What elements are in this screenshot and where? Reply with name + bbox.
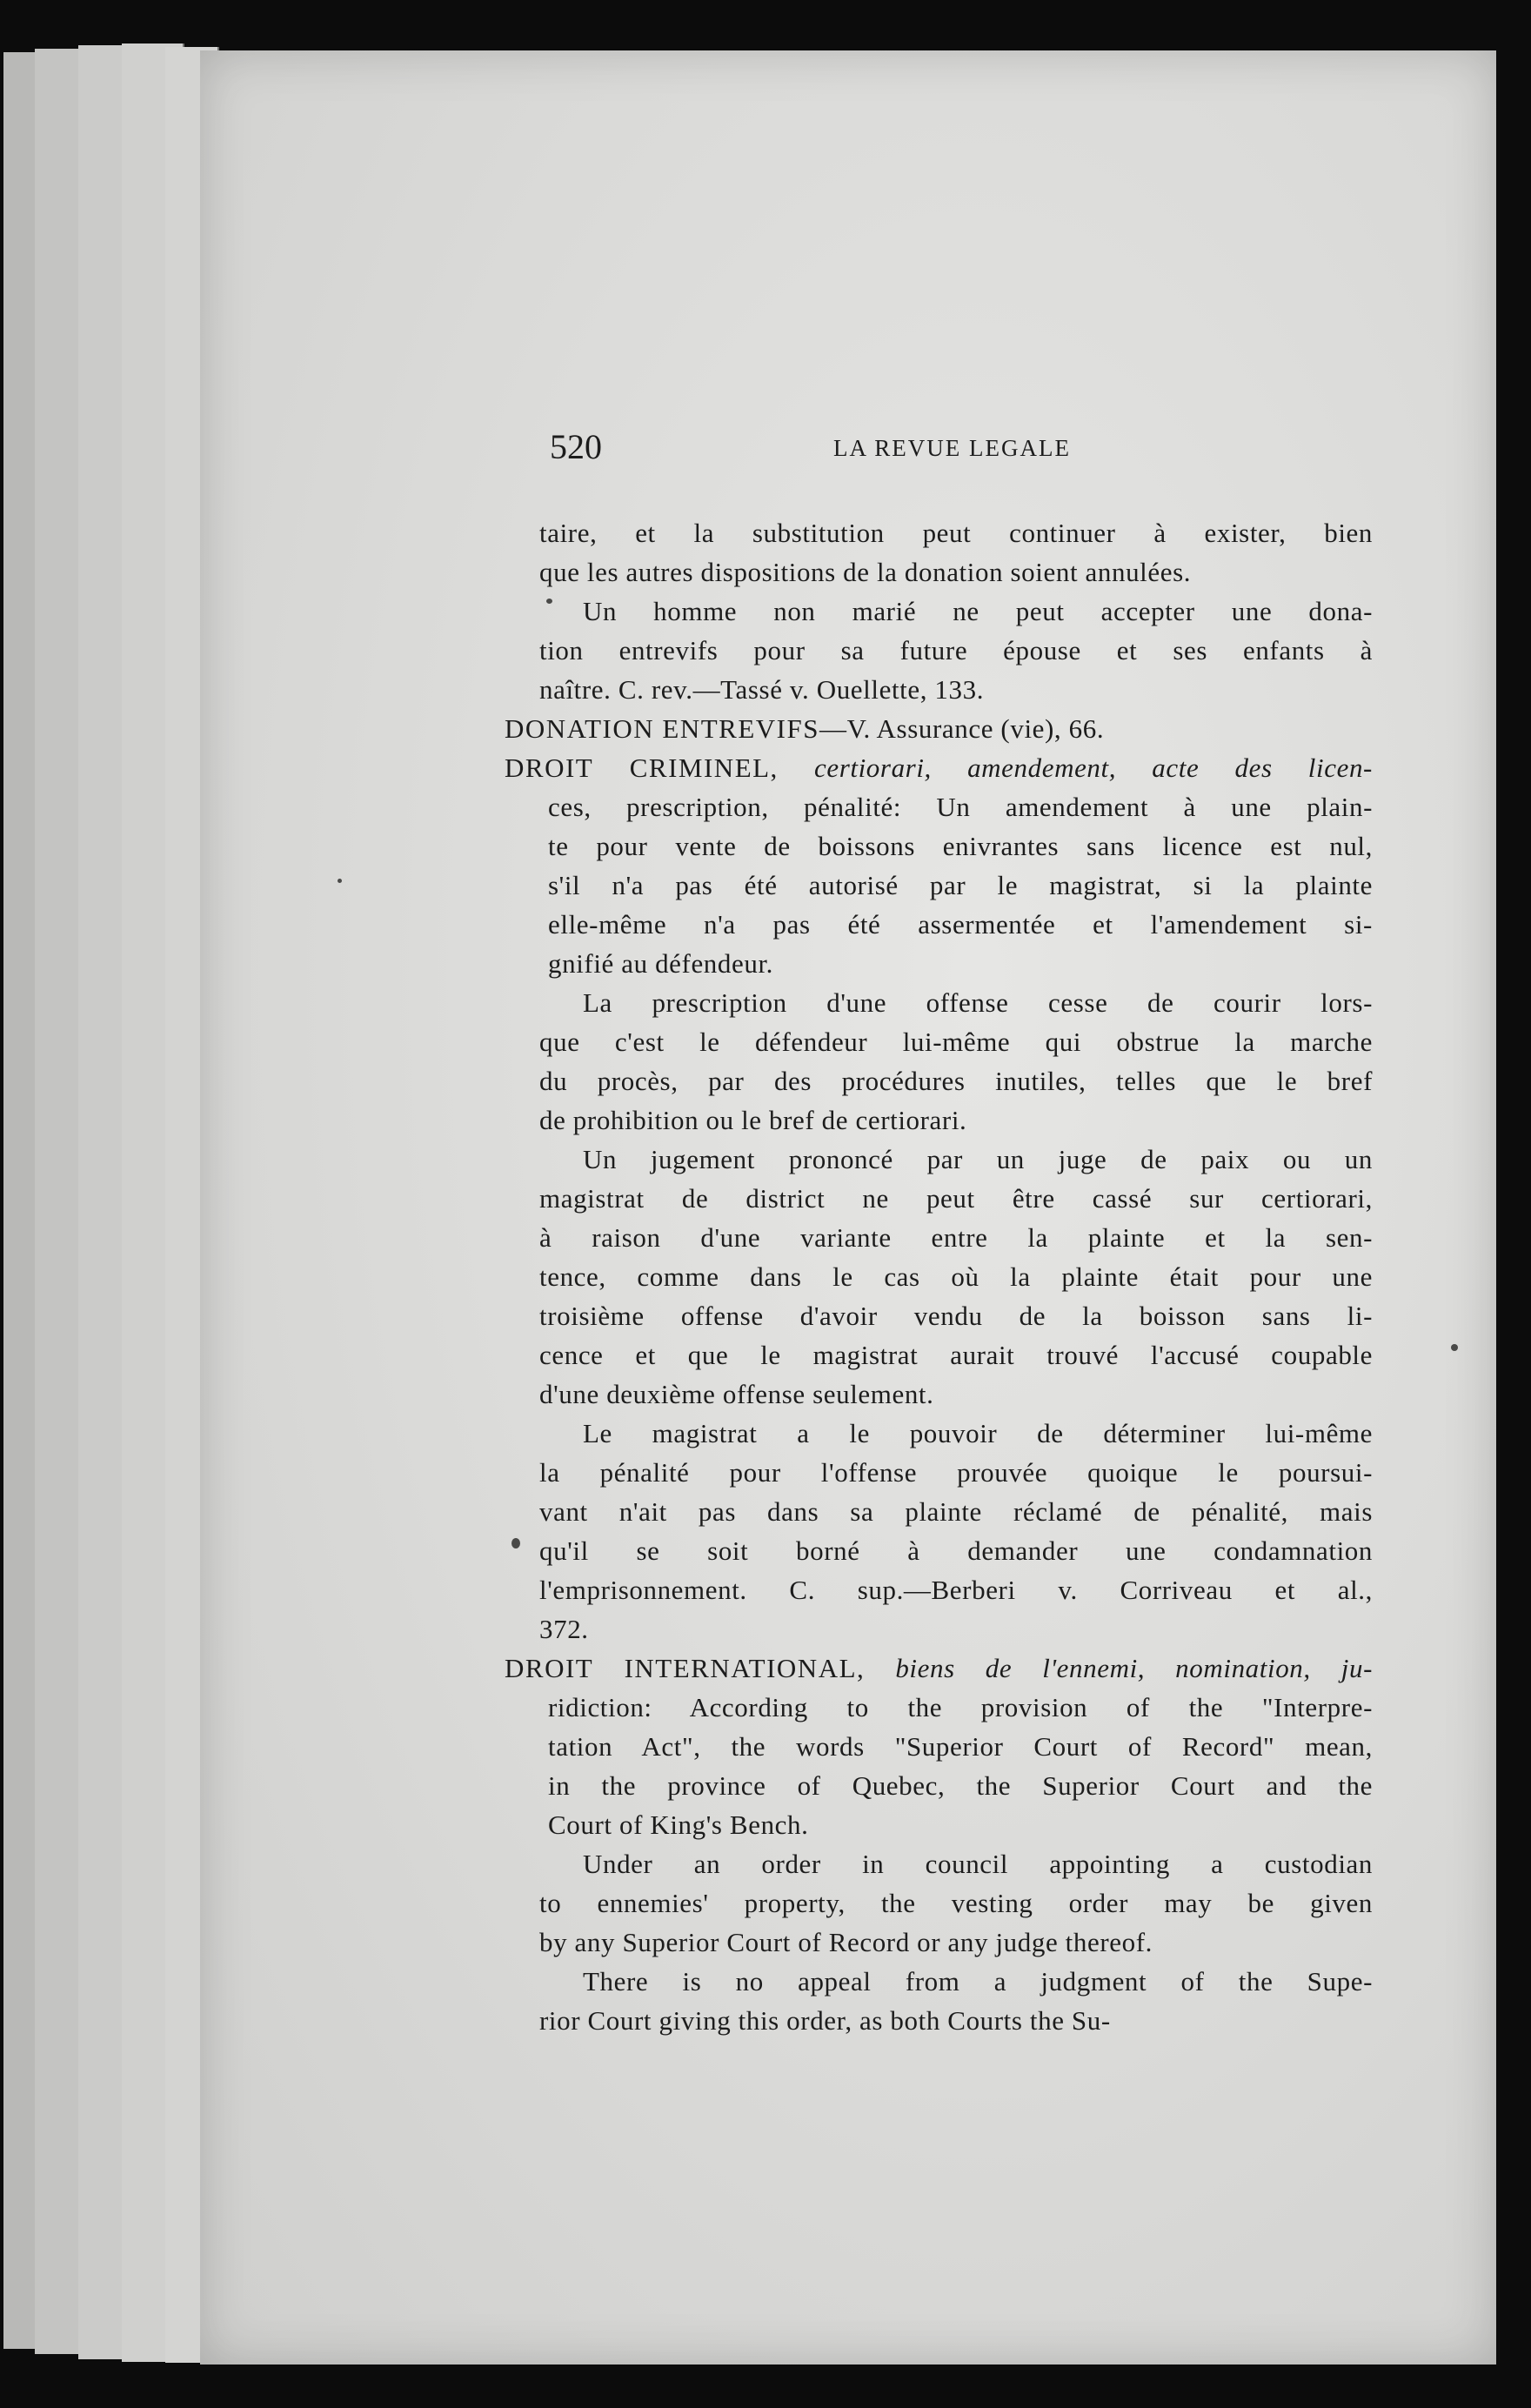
text-line: d'une deuxième offense seulement. [539, 1379, 934, 1409]
dust-speck [511, 1538, 520, 1548]
entry-heading: DONATION ENTREVIFS [505, 713, 819, 744]
paragraph [539, 1414, 1373, 1649]
index-entry [505, 1649, 1373, 1844]
text-line: vant n'ait pas dans sa plainte réclamé de pénalité, mais [539, 1496, 1373, 1527]
text-line: te pour vente de boissons enivrantes sans licence est nul, [548, 831, 1373, 861]
text-line [505, 1649, 1373, 1688]
text-line: s'il n'a pas été autorisé par le magistrat, si la plainte [548, 870, 1373, 900]
text-line: de prohibition ou le bref de certiorari. [539, 1105, 967, 1135]
index-body [505, 513, 1373, 2040]
text-line [505, 709, 1373, 748]
text-line: tion entrevifs pour sa future épouse et ses enfants à [539, 635, 1373, 666]
dust-speck [1451, 1344, 1458, 1351]
index-entry [505, 748, 1373, 983]
cross-reference-entry [505, 709, 1373, 748]
paragraph [539, 1140, 1373, 1414]
running-title: LA REVUE LEGALE [833, 435, 1071, 461]
continued-paragraph [539, 513, 1373, 592]
entry-heading: DROIT INTERNATIONAL, [505, 1653, 866, 1683]
text-line: 372. [539, 1614, 589, 1644]
text-line: to ennemies' property, the vesting order may be given [539, 1888, 1373, 1918]
text-line: naître. C. rev.—Tassé v. Ouellette, 133. [539, 674, 985, 705]
text-line: ridiction: According to the provision of the "Interpre- [548, 1692, 1373, 1722]
text-line: l'emprisonnement. C. sup.—Berberi v. Corriveau et al., [539, 1575, 1373, 1605]
text-line: Le magistrat a le pouvoir de déterminer lui-même [583, 1418, 1373, 1448]
text-line: tence, comme dans le cas où la plainte était pour une [539, 1261, 1373, 1292]
text-line: que c'est le défendeur lui-même qui obstrue la marche [539, 1027, 1373, 1057]
text-line: There is no appeal from a judgment of the Supe- [583, 1966, 1373, 1997]
entry-keywords: certiorari, amendement, acte des licen- [814, 752, 1373, 783]
text-line: Court of King's Bench. [548, 1809, 809, 1840]
text-line: La prescription d'une offense cesse de courir lors- [583, 987, 1373, 1018]
dust-speck [338, 879, 342, 883]
text-line [505, 748, 1373, 787]
text-line: troisième offense d'avoir vendu de la boisson sans li- [539, 1301, 1373, 1331]
text-line: gnifié au défendeur. [548, 948, 774, 979]
text-line: cence et que le magistrat aurait trouvé l'accusé coupable [539, 1340, 1373, 1370]
text-line: taire, et la substitution peut continuer à exister, bien [539, 518, 1373, 548]
text-line: que les autres dispositions de la donation soient annulées. [539, 557, 1192, 587]
text-line: Un jugement prononcé par un juge de paix ou un [583, 1144, 1373, 1174]
running-header [550, 426, 1367, 478]
paragraph [539, 1844, 1373, 1962]
text-line: qu'il se soit borné à demander une condamnation [539, 1535, 1373, 1566]
text-line: Un homme non marié ne peut accepter une dona- [583, 596, 1373, 626]
text-line: la pénalité pour l'offense prouvée quoique le poursui- [539, 1457, 1373, 1488]
text-line: rior Court giving this order, as both Courts the Su- [539, 2005, 1111, 2036]
text-line: elle-même n'a pas été assermentée et l'amendement si- [548, 909, 1373, 940]
text-line: du procès, par des procédures inutiles, telles que le bref [539, 1066, 1373, 1096]
entry-heading: DROIT CRIMINEL, [505, 752, 779, 783]
paragraph [539, 983, 1373, 1140]
text-line: in the province of Quebec, the Superior Court and the [548, 1770, 1373, 1801]
paragraph [539, 1962, 1373, 2040]
text-line: ces, prescription, pénalité: Un amendement à une plain- [548, 792, 1373, 822]
text-line: by any Superior Court of Record or any judge thereof. [539, 1927, 1153, 1957]
text-line: à raison d'une variante entre la plainte et la sen- [539, 1222, 1373, 1253]
cross-reference-text: —V. Assurance (vie), 66. [819, 713, 1105, 744]
paragraph [539, 592, 1373, 709]
entry-keywords: biens de l'ennemi, nomination, ju- [895, 1653, 1373, 1683]
text-line: magistrat de district ne peut être cassé sur certiorari, [539, 1183, 1373, 1214]
page-number: 520 [550, 427, 602, 466]
text-line: Under an order in council appointing a custodian [583, 1849, 1373, 1879]
text-line: tation Act", the words "Superior Court of Record" mean, [548, 1731, 1373, 1762]
